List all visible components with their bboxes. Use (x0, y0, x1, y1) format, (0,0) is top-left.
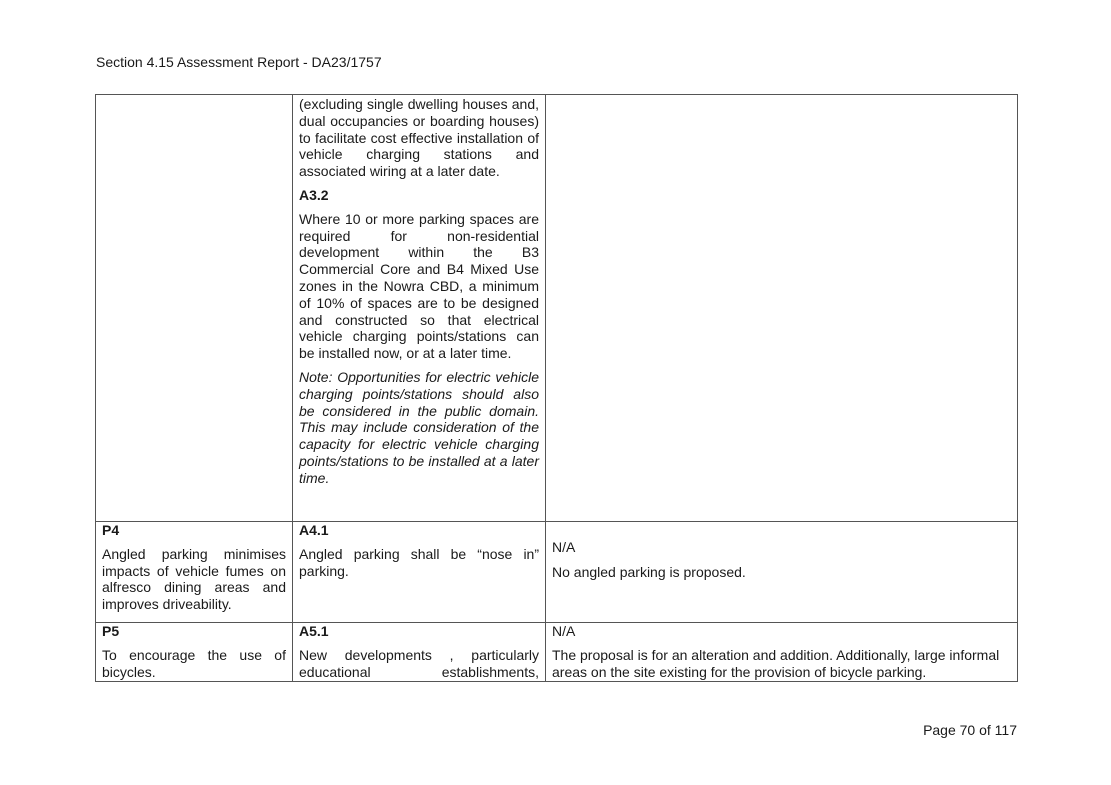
note-text: Note: Opportunities for electric vehicle charging points/stations should also be considered in the public domain. This may include consideration of the capacity for electric vehicle charging points/stations to be installed at a later time. (299, 368, 539, 486)
a51-text: New developments , particularly educational establishments, (299, 646, 539, 680)
a41-label: A4.1 (299, 522, 329, 538)
page-number: Page 70 of 117 (923, 722, 1017, 738)
controls-table (95, 94, 1018, 682)
p4-label: P4 (102, 522, 120, 538)
p5-objective: To encourage the use of bicycles. (102, 646, 286, 680)
acceptable-solution-cell (293, 522, 546, 623)
p5-status: N/A (552, 623, 576, 639)
performance-criteria-cell (96, 623, 293, 682)
table-row (96, 522, 1018, 623)
a51-label: A5.1 (299, 623, 329, 639)
comment-cell (546, 522, 1018, 623)
comment-cell (546, 623, 1018, 682)
table-row (96, 623, 1018, 682)
performance-criteria-cell (96, 95, 293, 522)
p5-comment: The proposal is for an alteration and addition. Additionally, large informal areas on the site existing for the provision of bicycle parking. (552, 646, 1000, 680)
comment-cell (546, 95, 1018, 522)
page-header-title: Section 4.15 Assessment Report - DA23/1757 (96, 54, 382, 70)
a32-label: A3.2 (299, 186, 329, 203)
acceptable-solution-cell (293, 623, 546, 682)
performance-criteria-cell (96, 522, 293, 623)
p4-objective: Angled parking minimises impacts of vehicle fumes on alfresco dining areas and improves driveability. (102, 545, 286, 613)
p4-status: N/A (552, 539, 576, 555)
p4-comment: No angled parking is proposed. (552, 563, 746, 580)
p5-label: P5 (102, 623, 120, 639)
a41-text: Angled parking shall be “nose in” parking. (299, 545, 539, 579)
acceptable-solution-cell (293, 95, 546, 522)
table-row (96, 95, 1018, 522)
acceptable-solution-continued-text: (excluding single dwelling houses and, dual occupancies or boarding houses) to facilitate cost effective installation of vehicle charging stations and associated wiring at a later date. (299, 96, 539, 180)
a32-text: Where 10 or more parking spaces are required for non-residential development within the B3 Commercial Core and B4 Mixed Use zones in the Nowra CBD, a minimum of 10% of spaces are to be designed and constructed so that electrical vehicle charging points/stations can be installed now, or at a later time. (299, 210, 539, 362)
